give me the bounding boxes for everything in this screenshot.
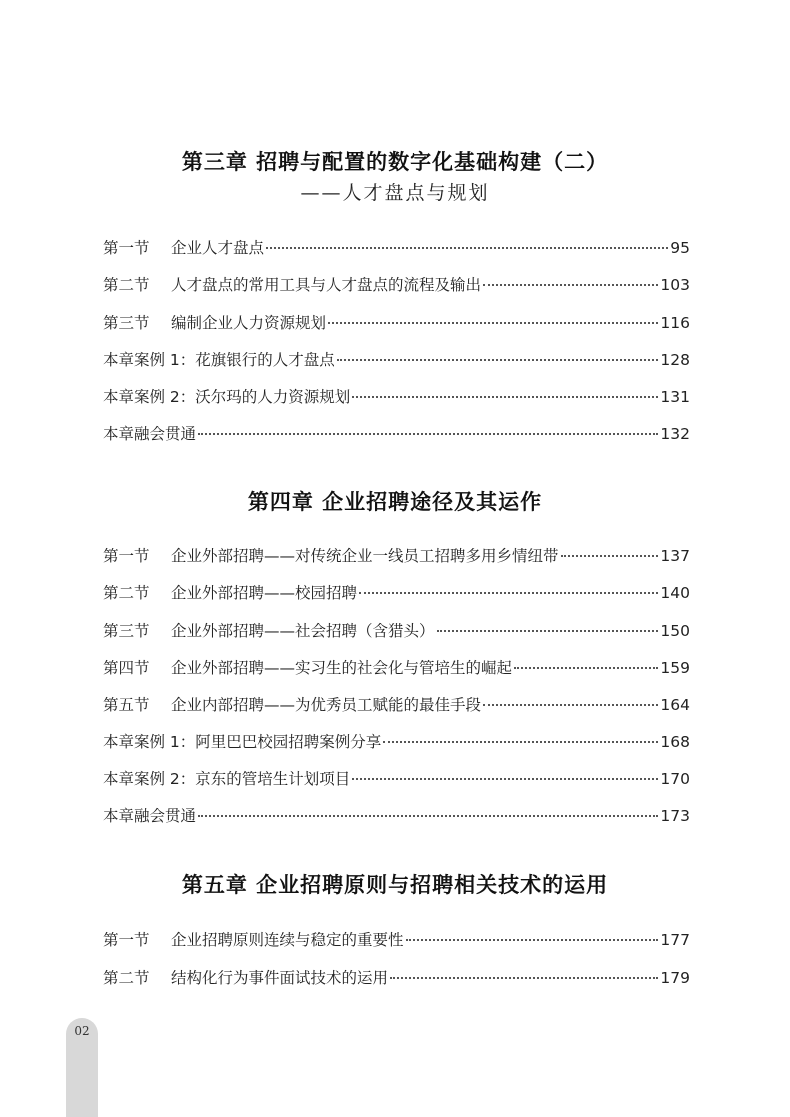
toc-page-number: 173 (660, 807, 690, 825)
toc-entry[interactable] (103, 236, 690, 258)
dot-leader (198, 433, 658, 435)
toc-section-label: 第三节 (103, 622, 150, 640)
dot-leader (328, 322, 658, 324)
page-number: 02 (74, 1024, 90, 1038)
dot-leader (337, 359, 659, 361)
chapter-title: 第五章 企业招聘原则与招聘相关技术的运用 (181, 873, 609, 897)
toc-page-number: 164 (660, 696, 690, 714)
toc-page-number: 116 (660, 314, 690, 332)
chapter-title: 第三章 招聘与配置的数字化基础构建（二） (181, 150, 609, 174)
toc-entry-title: 本章案例 1：花旗银行的人才盘点 (103, 351, 335, 369)
toc-page-number: 128 (660, 351, 690, 369)
toc-entry-title: 企业外部招聘——实习生的社会化与管培生的崛起 (171, 659, 513, 677)
toc-entry-title: 编制企业人力资源规划 (171, 314, 327, 332)
toc-entry[interactable] (103, 422, 690, 444)
toc-section-label: 第二节 (103, 584, 150, 602)
toc-section-label: 第五节 (103, 696, 150, 714)
toc-entry-title: 本章案例 1：阿里巴巴校园招聘案例分享 (103, 733, 382, 751)
toc-entry[interactable] (103, 966, 690, 988)
toc-entry[interactable] (103, 928, 690, 950)
toc-entry-title: 企业招聘原则连续与稳定的重要性 (171, 931, 404, 949)
toc-entry[interactable] (103, 544, 690, 566)
toc-page-number: 137 (660, 547, 690, 565)
toc-entry[interactable] (103, 273, 690, 295)
dot-leader (561, 555, 659, 557)
toc-entry[interactable] (103, 311, 690, 333)
dot-leader (514, 667, 658, 669)
toc-entry[interactable] (103, 693, 690, 715)
dot-leader (406, 939, 659, 941)
toc-entry-title: 本章融会贯通 (103, 425, 197, 443)
toc-entry[interactable] (103, 348, 690, 370)
chapter-title: 第四章 企业招聘途径及其运作 (247, 490, 543, 514)
toc-page-number: 159 (660, 659, 690, 677)
toc-entry-title: 企业外部招聘——对传统企业一线员工招聘多用乡情纽带 (171, 547, 559, 565)
toc-page-number: 95 (670, 239, 690, 257)
toc-section-label: 第四节 (103, 659, 150, 677)
toc-section-label: 第一节 (103, 239, 150, 257)
dot-leader (352, 396, 658, 398)
toc-entry[interactable] (103, 804, 690, 826)
dot-leader (352, 778, 658, 780)
dot-leader (266, 247, 668, 249)
toc-page-number: 131 (660, 388, 690, 406)
dot-leader (437, 630, 659, 632)
toc-entry-title: 人才盘点的常用工具与人才盘点的流程及输出 (171, 276, 482, 294)
toc-entry-title: 企业外部招聘——校园招聘 (171, 584, 358, 602)
toc-page-number: 170 (660, 770, 690, 788)
toc-entry-title: 本章融会贯通 (103, 807, 197, 825)
dot-leader (198, 815, 658, 817)
toc-section-label: 第三节 (103, 314, 150, 332)
dot-leader (390, 977, 658, 979)
toc-entry[interactable] (103, 656, 690, 678)
dot-leader (383, 741, 658, 743)
toc-section-label: 第一节 (103, 547, 150, 565)
toc-page-number: 177 (660, 931, 690, 949)
toc-entry[interactable] (103, 385, 690, 407)
toc-entry-title: 结构化行为事件面试技术的运用 (171, 969, 389, 987)
dot-leader (483, 704, 658, 706)
toc-page-number: 140 (660, 584, 690, 602)
toc-entry-title: 本章案例 2：京东的管培生计划项目 (103, 770, 351, 788)
toc-page-number: 168 (660, 733, 690, 751)
toc-entry-title: 本章案例 2：沃尔玛的人力资源规划 (103, 388, 351, 406)
toc-page-number: 103 (660, 276, 690, 294)
chapter-subtitle: ——人才盘点与规划 (300, 182, 490, 204)
toc-entry[interactable] (103, 730, 690, 752)
toc-entry-title: 企业外部招聘——社会招聘（含猎头） (171, 622, 435, 640)
toc-page-number: 150 (660, 622, 690, 640)
dot-leader (483, 284, 658, 286)
toc-section-label: 第二节 (103, 969, 150, 987)
toc-entry[interactable] (103, 619, 690, 641)
toc-entry[interactable] (103, 767, 690, 789)
dot-leader (359, 592, 658, 594)
toc-entry-title: 企业人才盘点 (171, 239, 265, 257)
toc-section-label: 第二节 (103, 276, 150, 294)
toc-page-number: 179 (660, 969, 690, 987)
toc-page-number: 132 (660, 425, 690, 443)
toc-entry[interactable] (103, 581, 690, 603)
toc-section-label: 第一节 (103, 931, 150, 949)
toc-entry-title: 企业内部招聘——为优秀员工赋能的最佳手段 (171, 696, 482, 714)
